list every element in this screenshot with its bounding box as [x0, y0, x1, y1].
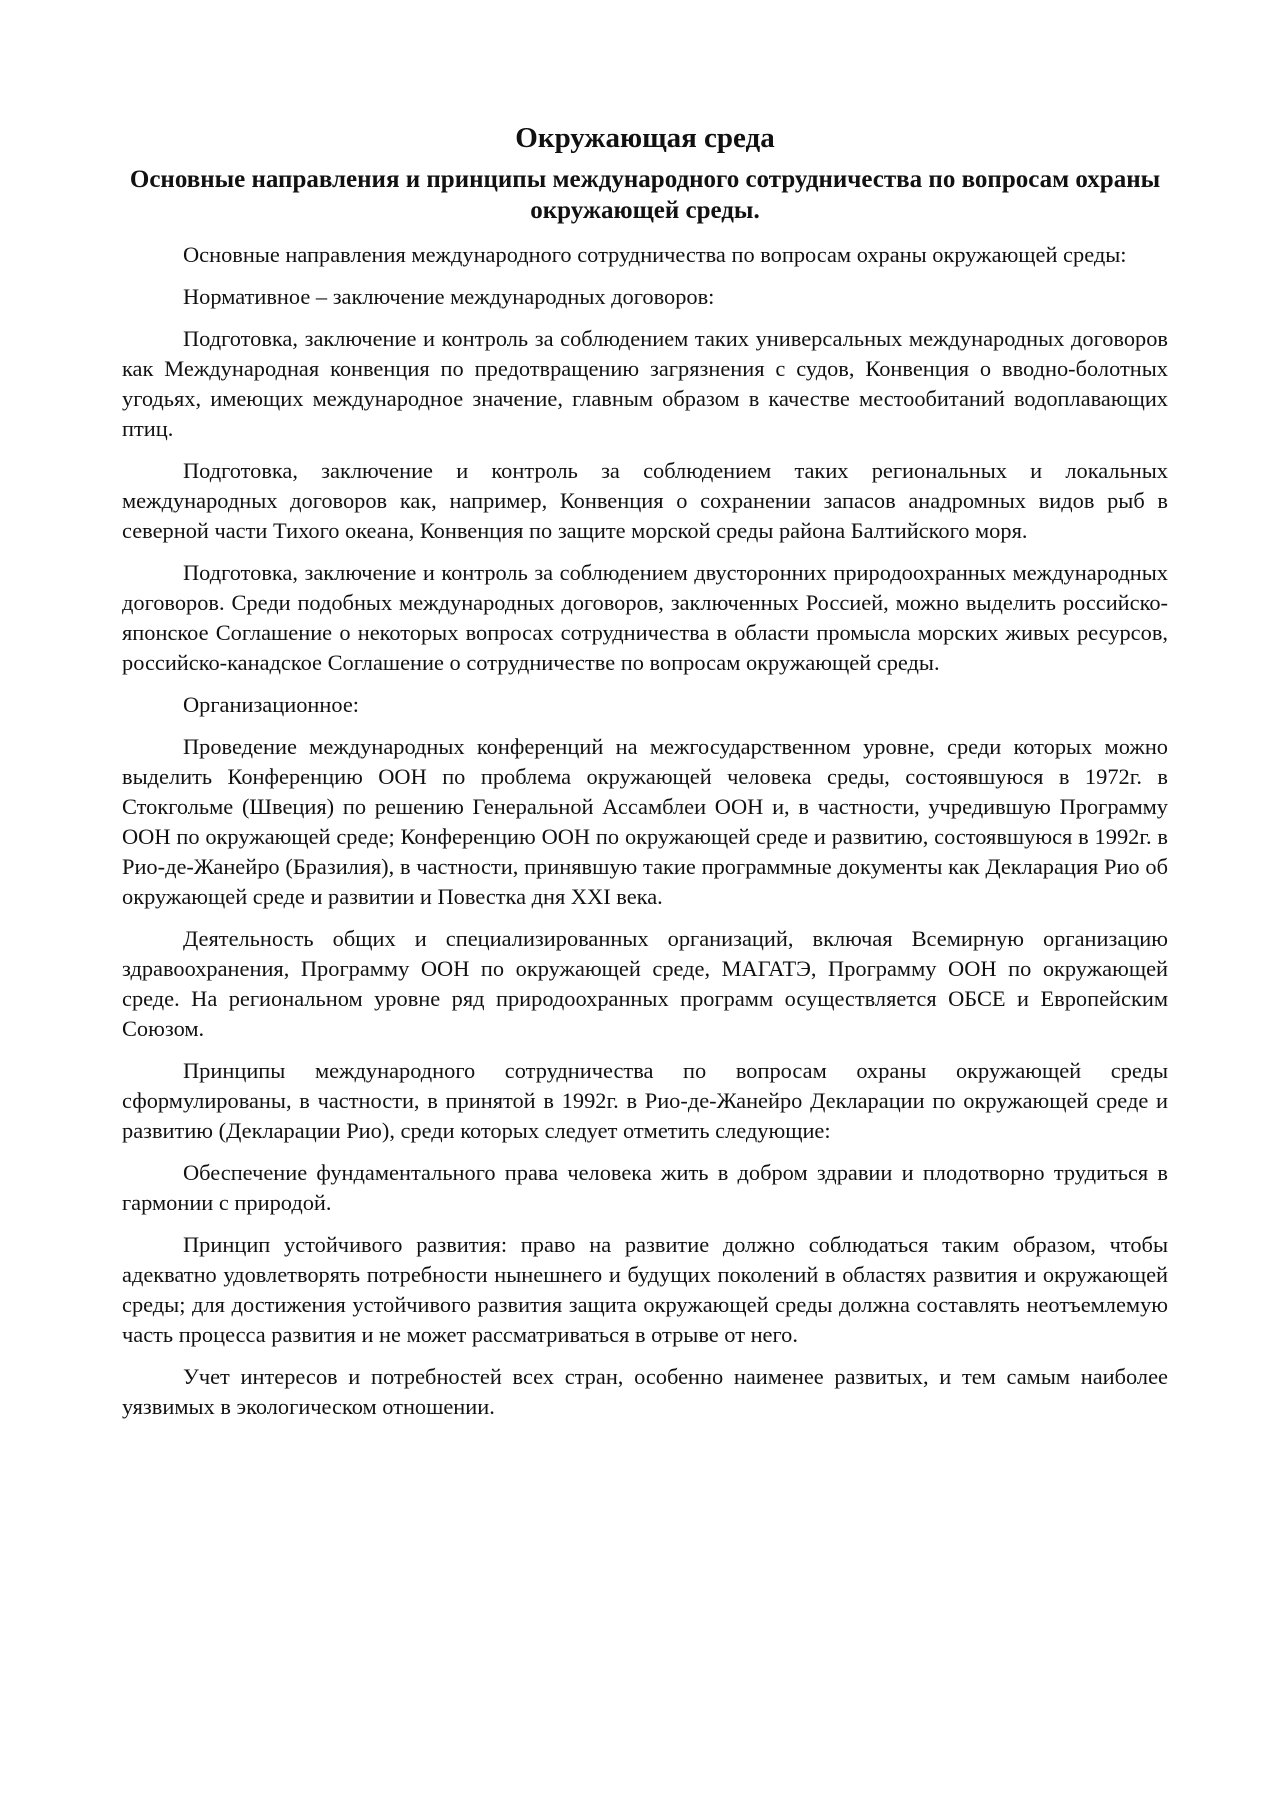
- paragraph: Обеспечение фундаментального права человека жить в добром здравии и плодотворно трудиться в гармонии с природой.: [122, 1160, 1168, 1215]
- paragraph: Деятельность общих и специализированных организаций, включая Всемирную организацию здравоохранения, Программу ООН по окружающей среде, МАГАТЭ, Программу ООН по окружающей среде. На региональном уровне ряд природоохранных программ осуществляется ОБСЕ и Европейским Союзом.: [122, 926, 1168, 1041]
- paragraph: Подготовка, заключение и контроль за соблюдением таких универсальных международных договоров как Международная конвенция по предотвращению загрязнения с судов, Конвенция о вводно-болотных угодьях, имеющих международное значение, главным образом в качестве местообитаний водоплавающих птиц.: [122, 326, 1168, 441]
- paragraph: Подготовка, заключение и контроль за соблюдением таких региональных и локальных международных договоров как, например, Конвенция о сохранении запасов анадромных видов рыб в северной части Тихого океана, Конвенция по защите морской среды района Балтийского моря.: [122, 458, 1168, 543]
- paragraph: Принципы международного сотрудничества по вопросам охраны окружающей среды сформулированы, в частности, в принятой в 1992г. в Рио-де-Жанейро Декларации по окружающей среде и развитию (Декларации Рио), среди которых следует отметить следующие:: [122, 1058, 1168, 1143]
- paragraph: Учет интересов и потребностей всех стран, особенно наименее развитых, и тем самым наиболее уязвимых в экологическом отношении.: [122, 1364, 1168, 1419]
- paragraph: Принцип устойчивого развития: право на развитие должно соблюдаться таким образом, чтобы адекватно удовлетворять потребности нынешнего и будущих поколений в областях развития и окружающей среды; для достижения устойчивого развития защита окружающей среды должна составлять неотъемлемую часть процесса развития и не может рассматриваться в отрыве от него.: [122, 1232, 1168, 1347]
- paragraph: Проведение международных конференций на межгосударственном уровне, среди которых можно выделить Конференцию ООН по проблема окружающей человека среды, состоявшуюся в 1972г. в Стокгольме (Швеция) по решению Генеральной Ассамблеи ООН и, в частности, учредившую Программу ООН по окружающей среде; Конференцию ООН по окружающей среде и развитию, состоявшуюся в 1992г. в Рио-де-Жанейро (Бразилия), в частности, принявшую такие программные документы как Декларация Рио об окружающей среде и развитии и Повестка дня XXI века.: [122, 734, 1168, 909]
- document-subtitle: Основные направления и принципы международного сотрудничества по вопросам охраны окружающей среды.: [129, 166, 1161, 224]
- paragraph: Основные направления международного сотрудничества по вопросам охраны окружающей среды:: [183, 242, 1127, 267]
- paragraph: Организационное:: [183, 692, 359, 717]
- document-title: Окружающая среда: [515, 122, 775, 154]
- paragraph: Нормативное – заключение международных договоров:: [183, 284, 715, 309]
- document-page: [122, 118, 1168, 1434]
- paragraph: Подготовка, заключение и контроль за соблюдением двусторонних природоохранных международных договоров. Среди подобных международных договоров, заключенных Россией, можно выделить российско-японское Соглашение о некоторых вопросах сотрудничества в области промысла морских живых ресурсов, российско-канадское Соглашение о сотрудничестве по вопросам окружающей среды.: [122, 560, 1168, 675]
